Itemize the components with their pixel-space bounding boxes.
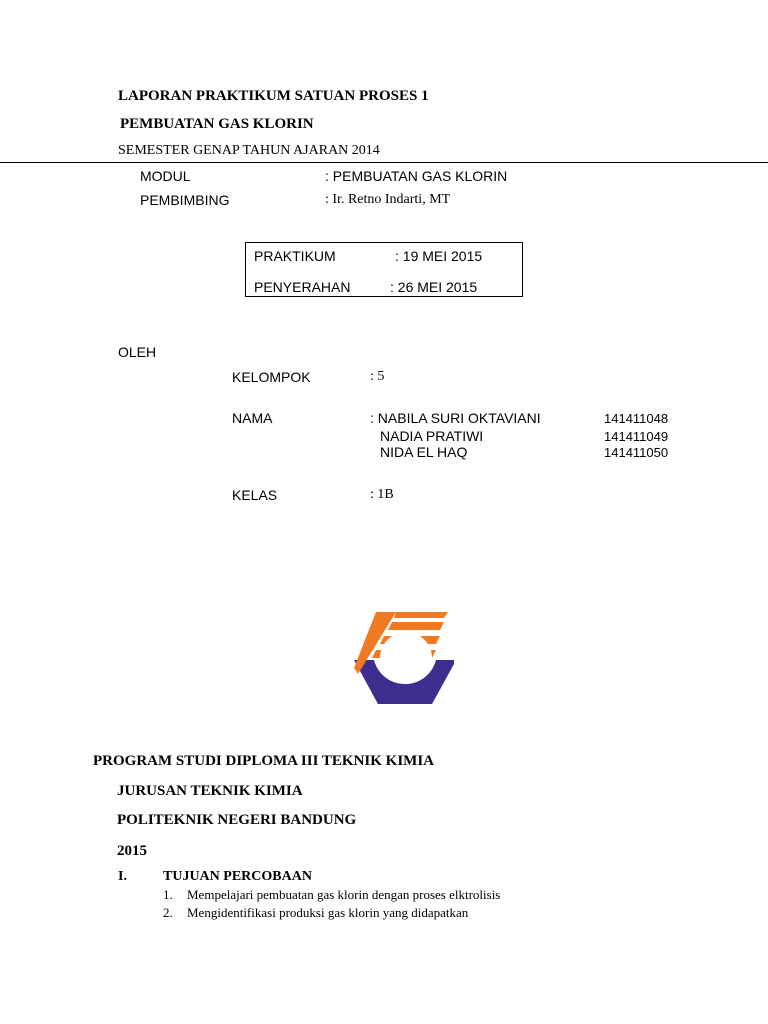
member-name: : NABILA SURI OKTAVIANI xyxy=(370,410,541,426)
kelompok-label: KELOMPOK xyxy=(232,369,311,385)
report-subtitle: PEMBUATAN GAS KLORIN xyxy=(120,116,314,132)
praktikum-label: PRAKTIKUM xyxy=(254,248,336,264)
penyerahan-value: : 26 MEI 2015 xyxy=(390,279,478,295)
section-number: I. xyxy=(118,869,127,884)
oleh-label: OLEH xyxy=(118,344,157,360)
member-nim: 141411049 xyxy=(604,429,669,444)
nama-label: NAMA xyxy=(232,410,273,426)
section-title: TUJUAN PERCOBAAN xyxy=(163,869,312,884)
list-item-number: 2. xyxy=(163,905,173,920)
list-item: Mengidentifikasi produksi gas klorin yang didapatkan xyxy=(187,905,469,920)
praktikum-value: : 19 MEI 2015 xyxy=(395,248,483,264)
program-text: PROGRAM STUDI DIPLOMA III TEKNIK KIMIA xyxy=(93,753,435,769)
pembimbing-value: : Ir. Retno Indarti, MT xyxy=(325,192,451,207)
modul-label: MODUL xyxy=(140,168,191,184)
penyerahan-label: PENYERAHAN xyxy=(254,279,351,295)
header-divider xyxy=(0,162,768,163)
kelompok-value: : 5 xyxy=(370,369,385,384)
kelas-label: KELAS xyxy=(232,487,278,503)
year-text: 2015 xyxy=(117,843,147,859)
report-title: LAPORAN PRAKTIKUM SATUAN PROSES 1 xyxy=(118,88,429,104)
logo-circle-cutout xyxy=(380,632,432,684)
pembimbing-label: PEMBIMBING xyxy=(140,192,230,208)
jurusan-text: JURUSAN TEKNIK KIMIA xyxy=(117,783,303,799)
list-item-number: 1. xyxy=(163,887,173,902)
polban-logo xyxy=(350,608,460,713)
modul-value: : PEMBUATAN GAS KLORIN xyxy=(325,168,508,184)
member-nim: 141411050 xyxy=(604,445,669,460)
member-name: NIDA EL HAQ xyxy=(380,444,468,460)
member-name: NADIA PRATIWI xyxy=(380,428,484,444)
politeknik-text: POLITEKNIK NEGERI BANDUNG xyxy=(117,812,357,828)
kelas-value: : 1B xyxy=(370,487,394,502)
semester-text: SEMESTER GENAP TAHUN AJARAN 2014 xyxy=(118,143,380,158)
list-item: Mempelajari pembuatan gas klorin dengan proses elktrolisis xyxy=(187,887,501,902)
member-nim: 141411048 xyxy=(604,411,669,426)
